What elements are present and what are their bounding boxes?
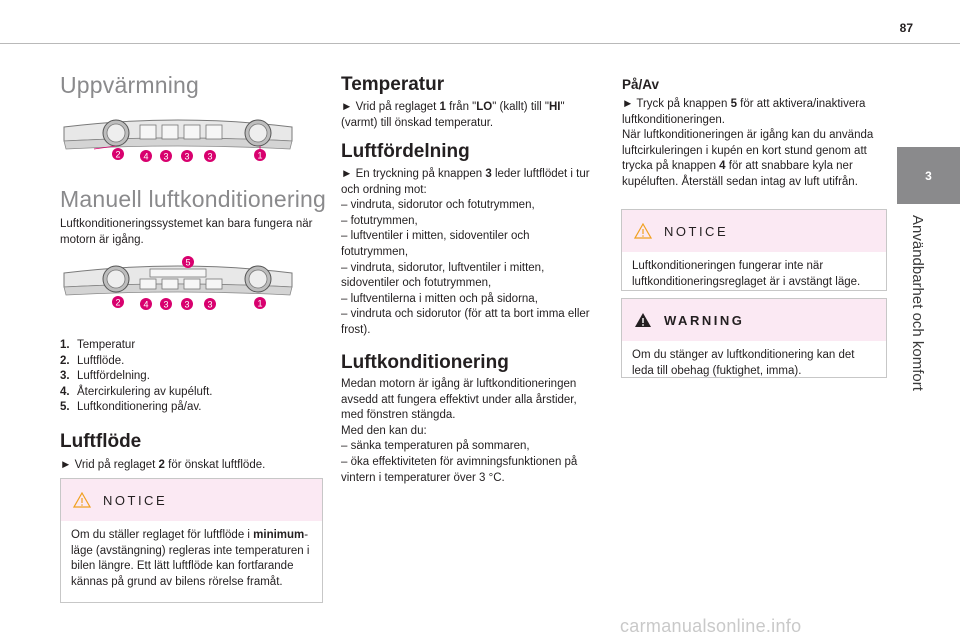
list-item: 2. Luftflöde. [60,354,125,367]
svg-text:5: 5 [185,257,191,268]
panel1-badge-2 [112,148,124,160]
section-title-manual-ac: Manuell luftkonditionering [60,186,327,212]
section-title-temperature: Temperatur [341,74,445,95]
svg-text:2: 2 [115,297,121,308]
svg-text:3: 3 [184,299,190,310]
warning-text: Om du stänger av luftkonditionering kan det leda till obehag (fuktighet, imma). [632,349,855,377]
notice-header: NOTICE [622,210,886,252]
list-item: – luftventilerna i mitten och på sidorna, [341,292,538,305]
watermark: carmanualsonline.info [620,616,802,636]
temperature-instruction: ► Vrid på reglaget 1 från "LO" (kallt) till "HI" (varmt) till önskad temperatur. [341,101,565,129]
panel2-badge-3b [181,298,193,310]
airflow-instruction: ► Vrid på reglaget 2 för önskat luftflöde. [60,459,266,471]
chapter-tab[interactable]: 3 [897,147,960,204]
list-item: – sänka temperaturen på sommaren, [341,440,530,453]
section-title-airflow: Luftflöde [60,431,142,452]
section-title-onoff: På/Av [622,77,660,92]
warning-header: WARNING [622,299,886,341]
list-item: – vindruta och sidorutor (för att ta bort imma eller frost). [341,308,590,336]
notice-header: NOTICE [61,479,322,521]
warning-triangle-icon [634,223,652,239]
warning-triangle-icon [73,492,91,508]
panel2-badge-3a [160,298,172,310]
panel2-badge-4 [140,298,152,310]
panel1-badge-3c [204,150,216,162]
onoff-text: ► Tryck på knappen 5 för att aktivera/inaktivera luftkonditioneringen. När luftkonditioneringen är igång kan du använda luftcirkuleringen i kupén en kort stund genom att trycka på knappen 4 för att snabbare kyla ner kupéluften. Återställ sedan intag av luft utifrån. [622,98,874,188]
panel1-badge-4 [140,150,152,162]
list-item: 3. Luftfördelning. [60,370,150,382]
warning-box-ac [621,298,887,378]
notice-box-ac [621,209,887,291]
list-item: 5. Luftkonditionering på/av. [60,401,202,413]
panel1-badge-3b [181,150,193,162]
svg-text:4: 4 [143,151,149,162]
legend-list [60,338,213,416]
list-item: – luftventiler i mitten, sidoventiler och fotutrymmen, [341,230,530,258]
section-title-ac: Luftkonditionering [341,352,509,373]
notice-box-airflow [60,478,323,603]
list-item: 1. Temperatur [60,339,136,351]
manual-ac-intro: Luftkonditioneringssystemet kan bara fungera när motorn är igång. [60,218,313,246]
panel1-badge-3a [160,150,172,162]
distribution-text: ► En tryckning på knappen 3 leder luftflödet i tur och ordning mot: – vindruta, sidorutor och fotutrymmen, – fotutrymmen, – luftventiler i mitten, sidoventiler och fotutrymmen, – vindruta, sidorutor, luftventiler i mitten, sidoventiler och fotutrymmen, – luftventilerna i mitten och på sidorna, – vindruta och sidorutor (för att ta bort imma eller frost). [341,167,593,339]
panel2-badge-5 [182,256,194,268]
svg-text:3: 3 [207,151,213,162]
svg-text:3: 3 [207,299,213,310]
svg-text:3: 3 [184,151,190,162]
panel1-badge-1 [254,149,266,161]
notice-text: Om du ställer reglaget för luftflöde i minimum-läge (avstängning) regleras inte temperaturen i bilen längre. Ett lätt luftflöde kan fortfarande kännas på grund av bilens rörelse framåt. [71,529,310,588]
list-item: – vindruta, sidorutor och fotutrymmen, [341,199,535,212]
list-item: – vindruta, sidorutor, luftventiler i mitten, sidoventiler och fotutrymmen, [341,261,545,290]
svg-text:1: 1 [257,150,263,161]
ac-text: Medan motorn är igång är luftkonditioneringen avsedd att fungera effektivt under alla årstider, med fönstren stängda. Med den kan du: – sänka temperaturen på sommaren, – öka effektiviteten för avimningsfunktionen på vintern i temperaturer över 3 °C. [341,377,593,486]
panel2-badge-1 [254,297,266,309]
svg-text:3: 3 [163,151,169,162]
header-rule [0,43,960,44]
panel2-badge-2 [112,296,124,308]
panel2-badge-3c [204,298,216,310]
control-panel-illustration-2 [58,255,298,315]
section-title-heating: Uppvärmning [60,72,199,98]
svg-text:3: 3 [163,299,169,310]
warning-triangle-icon [634,312,652,328]
svg-text:1: 1 [257,298,263,309]
list-item: – öka effektiviteten för avimningsfunktionen på vintern i temperaturer över 3 °C. [341,455,578,484]
control-panel-illustration-1 [58,113,298,169]
list-item: 4. Återcirkulering av kupéluft. [60,385,213,398]
section-title-distribution: Luftfördelning [341,141,470,162]
svg-text:4: 4 [143,299,149,310]
page-number: 87 [899,21,913,35]
notice-text: Luftkonditioneringen fungerar inte när luftkonditioneringsreglaget är i avstängt läge. [632,260,861,288]
chapter-title: Användbarhet och komfort [909,215,926,391]
svg-text:2: 2 [115,149,121,160]
list-item: – fotutrymmen, [341,214,418,227]
